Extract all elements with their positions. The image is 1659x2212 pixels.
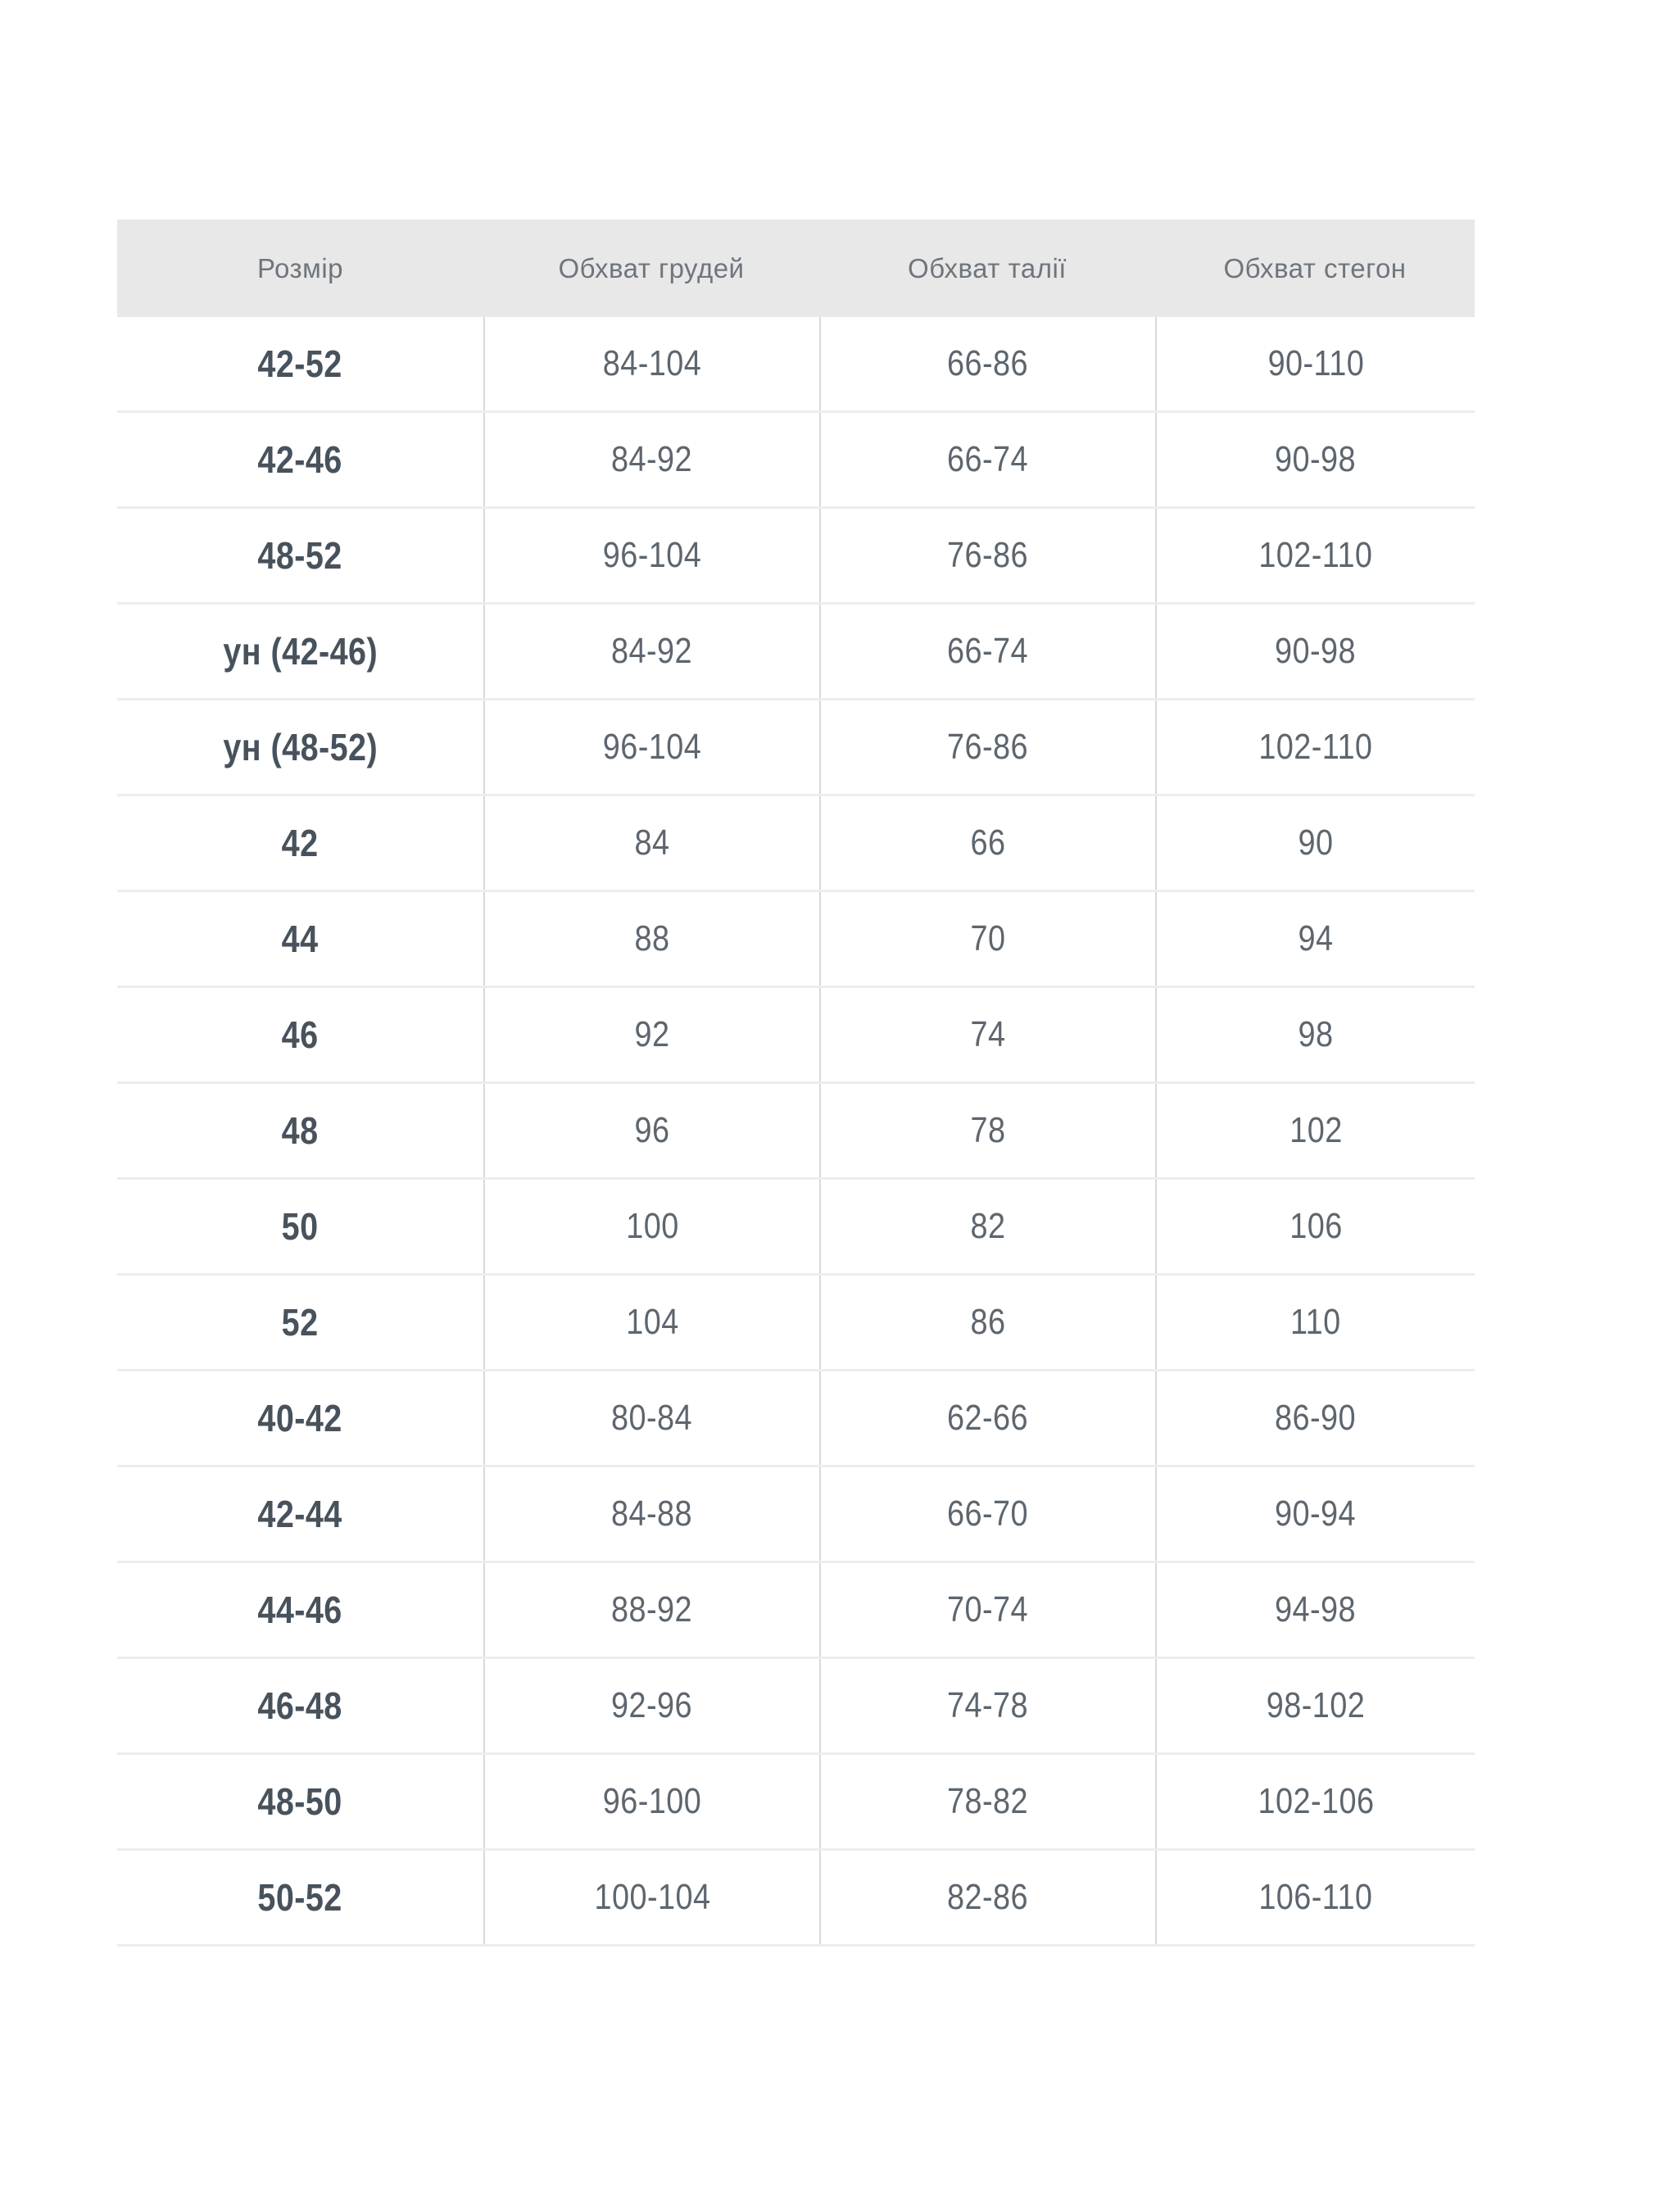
cell-waist <box>819 1563 1155 1657</box>
cell-waist-text: 66 <box>970 823 1006 863</box>
cell-size <box>117 1467 483 1561</box>
cell-waist <box>819 700 1155 794</box>
cell-size-text: 44 <box>282 918 319 960</box>
cell-size-text: 42 <box>282 822 319 864</box>
table-row <box>117 509 1475 605</box>
cell-hips <box>1155 1276 1475 1369</box>
cell-hips <box>1155 1371 1475 1465</box>
table-row <box>117 1755 1475 1851</box>
column-header-waist: Обхват талії <box>908 252 1067 283</box>
cell-chest-text: 100 <box>625 1206 679 1246</box>
cell-size <box>117 1180 483 1273</box>
cell-chest <box>483 1084 819 1177</box>
cell-chest <box>483 988 819 1081</box>
table-row <box>117 892 1475 988</box>
table-body <box>117 317 1475 1947</box>
cell-chest <box>483 1371 819 1465</box>
cell-chest-text: 96 <box>634 1110 670 1150</box>
cell-chest <box>483 1659 819 1752</box>
cell-size <box>117 1563 483 1657</box>
cell-hips <box>1155 796 1475 890</box>
cell-waist <box>819 1851 1155 1944</box>
cell-hips-text: 102-110 <box>1258 535 1373 575</box>
cell-hips-text: 98-102 <box>1266 1685 1366 1725</box>
cell-waist-text: 66-74 <box>947 439 1029 479</box>
cell-waist-text: 78 <box>970 1110 1006 1150</box>
cell-hips <box>1155 1851 1475 1944</box>
cell-waist-text: 66-86 <box>947 343 1029 383</box>
cell-chest <box>483 1563 819 1657</box>
cell-hips-text: 102-110 <box>1258 727 1373 767</box>
cell-chest <box>483 1851 819 1944</box>
cell-hips <box>1155 1563 1475 1657</box>
cell-hips <box>1155 1755 1475 1848</box>
cell-waist-text: 74-78 <box>947 1685 1029 1725</box>
cell-size <box>117 509 483 602</box>
cell-chest-text: 92 <box>634 1014 670 1054</box>
cell-size <box>117 796 483 890</box>
cell-hips-text: 90-94 <box>1275 1494 1357 1534</box>
cell-size <box>117 988 483 1081</box>
table-row <box>117 796 1475 892</box>
cell-size-text: 46-48 <box>257 1684 343 1727</box>
cell-chest <box>483 892 819 986</box>
table-row <box>117 1276 1475 1371</box>
cell-chest <box>483 605 819 698</box>
size-chart-table <box>117 220 1475 1947</box>
table-row <box>117 1084 1475 1180</box>
table-row <box>117 605 1475 700</box>
cell-chest <box>483 1467 819 1561</box>
cell-waist-text: 70 <box>970 918 1006 959</box>
cell-hips-text: 94-98 <box>1275 1589 1357 1630</box>
cell-hips-text: 94 <box>1298 918 1334 959</box>
cell-size <box>117 700 483 794</box>
cell-hips <box>1155 700 1475 794</box>
cell-hips-text: 90-110 <box>1267 343 1364 383</box>
cell-chest <box>483 1276 819 1369</box>
column-header-hips: Обхват стегон <box>1223 252 1407 283</box>
cell-size <box>117 317 483 410</box>
cell-chest-text: 96-100 <box>602 1781 702 1821</box>
table-row <box>117 1851 1475 1947</box>
column-header-chest: Обхват грудей <box>558 252 745 283</box>
cell-chest <box>483 509 819 602</box>
cell-size <box>117 1659 483 1752</box>
cell-hips-text: 90 <box>1298 823 1334 863</box>
cell-size-text: ун (42-46) <box>223 630 378 673</box>
cell-chest-text: 96-104 <box>602 727 702 767</box>
table-row <box>117 988 1475 1084</box>
table-header-row <box>117 220 1475 317</box>
cell-waist-text: 82 <box>970 1206 1006 1246</box>
cell-hips-text: 102 <box>1289 1110 1343 1150</box>
cell-size-text: 50 <box>282 1205 319 1248</box>
table-row <box>117 1467 1475 1563</box>
cell-waist <box>819 988 1155 1081</box>
table-row <box>117 413 1475 509</box>
cell-chest-text: 88 <box>634 918 670 959</box>
column-header-size: Розмір <box>256 252 344 283</box>
cell-waist <box>819 796 1155 890</box>
cell-hips-text: 110 <box>1290 1302 1341 1342</box>
cell-size-text: 48-52 <box>257 534 343 577</box>
cell-chest <box>483 1755 819 1848</box>
cell-waist <box>819 1084 1155 1177</box>
cell-waist-text: 86 <box>970 1302 1006 1342</box>
cell-size-text: 46 <box>282 1013 319 1056</box>
cell-hips <box>1155 1467 1475 1561</box>
cell-size-text: 50-52 <box>257 1876 343 1919</box>
cell-size-text: 42-52 <box>257 342 343 385</box>
cell-hips-text: 102-106 <box>1258 1781 1374 1821</box>
cell-chest-text: 84-104 <box>602 343 702 383</box>
cell-waist <box>819 1755 1155 1848</box>
cell-hips-text: 86-90 <box>1275 1398 1357 1438</box>
cell-chest <box>483 317 819 410</box>
cell-size <box>117 1755 483 1848</box>
table-row <box>117 1371 1475 1467</box>
cell-hips <box>1155 892 1475 986</box>
cell-size <box>117 1851 483 1944</box>
cell-waist <box>819 1659 1155 1752</box>
cell-hips-text: 90-98 <box>1275 631 1357 671</box>
cell-size-text: 42-46 <box>257 438 343 481</box>
table-row <box>117 1180 1475 1276</box>
cell-waist <box>819 1371 1155 1465</box>
cell-chest-text: 88-92 <box>611 1589 693 1630</box>
cell-waist <box>819 605 1155 698</box>
cell-waist-text: 66-74 <box>947 631 1029 671</box>
cell-waist-text: 78-82 <box>947 1781 1029 1821</box>
cell-hips-text: 98 <box>1298 1014 1334 1054</box>
cell-hips <box>1155 317 1475 410</box>
cell-waist-text: 76-86 <box>947 727 1029 767</box>
cell-waist <box>819 413 1155 506</box>
cell-hips-text: 106-110 <box>1258 1877 1373 1917</box>
cell-chest-text: 104 <box>625 1302 679 1342</box>
cell-hips-text: 106 <box>1289 1206 1343 1246</box>
table-row <box>117 1563 1475 1659</box>
cell-hips <box>1155 509 1475 602</box>
cell-hips <box>1155 1180 1475 1273</box>
cell-size-text: 48 <box>282 1109 319 1152</box>
cell-chest-text: 96-104 <box>602 535 702 575</box>
cell-chest-text: 84-92 <box>611 439 693 479</box>
cell-size <box>117 1276 483 1369</box>
cell-waist <box>819 892 1155 986</box>
cell-chest-text: 84-88 <box>611 1494 693 1534</box>
table-row <box>117 317 1475 413</box>
cell-size-text: 52 <box>282 1301 319 1344</box>
cell-waist <box>819 509 1155 602</box>
cell-hips <box>1155 1659 1475 1752</box>
cell-waist <box>819 1180 1155 1273</box>
cell-chest-text: 80-84 <box>611 1398 693 1438</box>
cell-hips <box>1155 1084 1475 1177</box>
cell-waist-text: 74 <box>970 1014 1006 1054</box>
cell-size <box>117 892 483 986</box>
cell-size-text: ун (48-52) <box>223 726 378 768</box>
cell-chest-text: 92-96 <box>611 1685 693 1725</box>
cell-waist-text: 62-66 <box>947 1398 1029 1438</box>
cell-waist <box>819 1276 1155 1369</box>
cell-chest <box>483 413 819 506</box>
cell-chest-text: 84 <box>634 823 670 863</box>
cell-size-text: 42-44 <box>257 1493 343 1535</box>
cell-waist-text: 66-70 <box>947 1494 1029 1534</box>
cell-chest <box>483 796 819 890</box>
cell-size <box>117 1371 483 1465</box>
cell-size-text: 44-46 <box>257 1589 343 1631</box>
cell-chest-text: 84-92 <box>611 631 693 671</box>
cell-hips <box>1155 413 1475 506</box>
cell-size <box>117 1084 483 1177</box>
cell-waist-text: 70-74 <box>947 1589 1029 1630</box>
cell-size-text: 40-42 <box>257 1397 343 1439</box>
cell-chest <box>483 1180 819 1273</box>
cell-size-text: 48-50 <box>257 1780 343 1823</box>
cell-hips-text: 90-98 <box>1275 439 1357 479</box>
cell-waist <box>819 317 1155 410</box>
cell-waist-text: 76-86 <box>947 535 1029 575</box>
cell-size <box>117 605 483 698</box>
cell-hips <box>1155 605 1475 698</box>
cell-chest <box>483 700 819 794</box>
table-row <box>117 700 1475 796</box>
cell-waist-text: 82-86 <box>947 1877 1029 1917</box>
cell-waist <box>819 1467 1155 1561</box>
table-row <box>117 1659 1475 1755</box>
cell-hips <box>1155 988 1475 1081</box>
cell-chest-text: 100-104 <box>594 1877 710 1917</box>
cell-size <box>117 413 483 506</box>
